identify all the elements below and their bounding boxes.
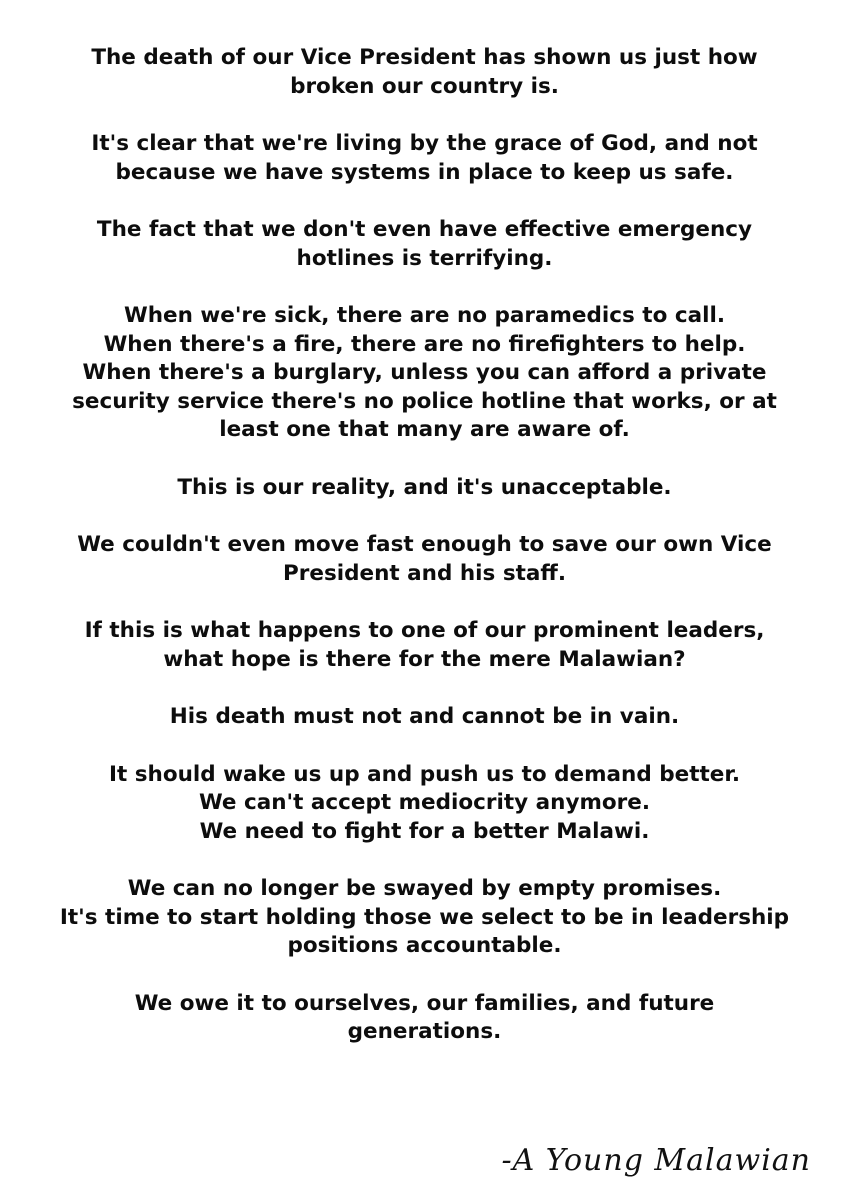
text-line: We can no longer be swayed by empty promises. [127, 876, 722, 901]
text-line: President and his staff. [283, 560, 566, 586]
text-line: positions accountable. [287, 933, 562, 958]
paragraph-empty-promises [30, 875, 819, 961]
paragraph-reality [30, 474, 819, 503]
text-line: We couldn't even move fast enough to save our own Vice [77, 532, 772, 557]
text-line: It should wake us up and push us to demand better. [108, 761, 741, 787]
paragraph-grace-of-god [30, 130, 819, 187]
text-line: hotlines is terrifying. [296, 245, 553, 271]
paragraph-no-services [30, 302, 819, 445]
paragraph-vp-death [30, 44, 819, 101]
text-line: It's clear that we're living by the grace of God, and not [91, 131, 758, 156]
text-line: security service there's no police hotline that works, or at [72, 388, 777, 414]
text-line: It's time to start holding those we select to be in leadership [59, 904, 790, 930]
text-line: least one that many are aware of. [219, 417, 630, 442]
text-line: because we have systems in place to keep us safe. [115, 159, 734, 185]
text-line: We need to fight for a better Malawi. [199, 818, 650, 844]
paragraph-future-generations [30, 990, 819, 1047]
text-line: This is our reality, and it's unacceptable. [177, 474, 672, 500]
text-line: We owe it to ourselves, our families, and future [134, 990, 715, 1016]
text-line: When there's a fire, there are no firefighters to help. [103, 331, 746, 357]
text-line: broken our country is. [290, 73, 559, 99]
text-line: what hope is there for the mere Malawian? [163, 646, 686, 672]
text-line: His death must not and cannot be in vain. [169, 704, 680, 729]
signature: -A Young Malawian [501, 1143, 811, 1178]
text-line: When we're sick, there are no paramedics to call. [123, 303, 725, 328]
paragraph-demand-better [30, 761, 819, 847]
text-line: If this is what happens to one of our prominent leaders, [84, 618, 765, 643]
statement-body [30, 44, 819, 1076]
paragraph-emergency-hotlines [30, 216, 819, 273]
paragraph-not-in-vain [30, 703, 819, 732]
text-line: generations. [347, 1019, 502, 1044]
text-line: We can't accept mediocrity anymore. [198, 790, 651, 815]
paragraph-move-fast [30, 531, 819, 588]
text-line: When there's a burglary, unless you can afford a private [82, 360, 767, 385]
paragraph-mere-malawian [30, 617, 819, 674]
text-line: The fact that we don't even have effective emergency [96, 217, 753, 242]
text-line: The death of our Vice President has shown us just how [91, 45, 758, 70]
